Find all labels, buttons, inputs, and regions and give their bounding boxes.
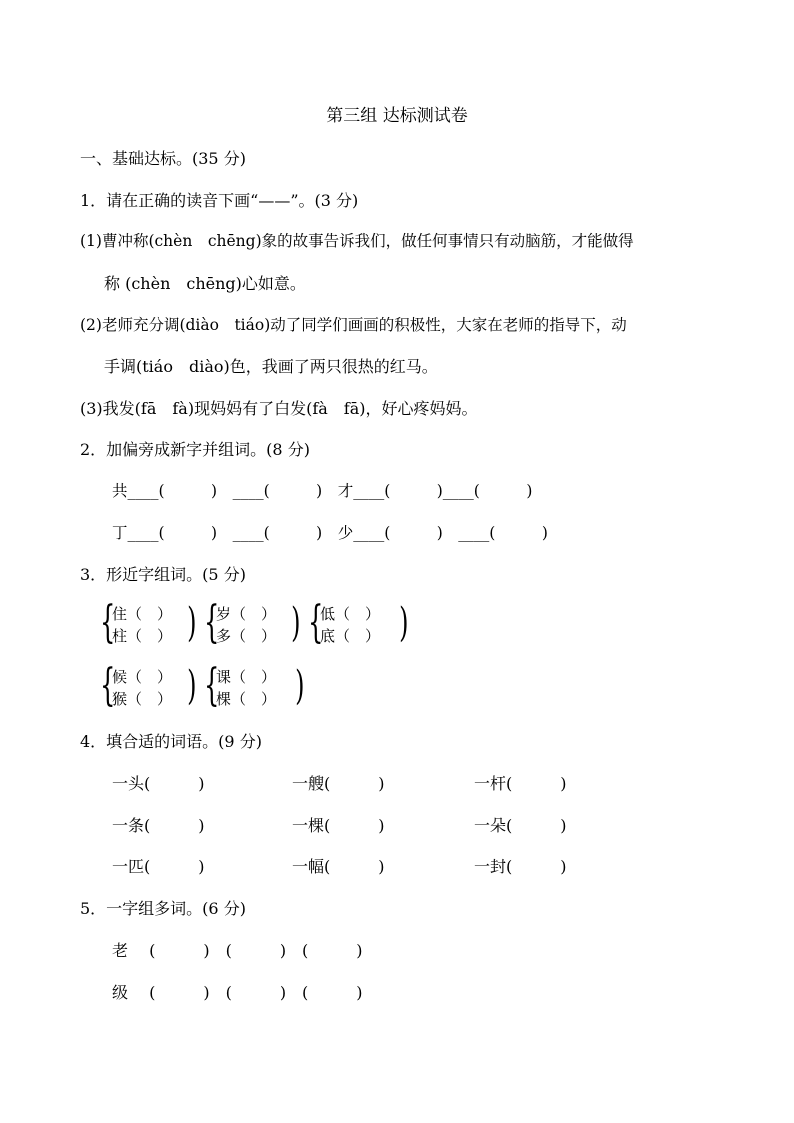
q1-line-1a: (1)曹冲称(chèn chēng)象的故事告诉我们，做任何事情只有动脑筋，才能做得 bbox=[80, 232, 634, 250]
brace-left-icon: { bbox=[308, 597, 324, 648]
q3-pair-bottom: 猴（ ） bbox=[112, 690, 173, 708]
q4-cell: 一杆( ) bbox=[474, 774, 567, 793]
q3-pair-bottom: 多（ ） bbox=[216, 627, 277, 645]
section-heading: 一、基础达标。(35 分) bbox=[80, 149, 246, 168]
q2-row-1: 共____( ) ____( ) 才____( )____( ) bbox=[112, 482, 533, 500]
paren-right-icon: ) bbox=[291, 600, 301, 646]
question-1-label: 1．请在正确的读音下画“——”。(3 分) bbox=[80, 191, 359, 210]
q3-pair-top: 岁（ ） bbox=[216, 605, 277, 623]
question-3-label: 3．形近字组词。(5 分) bbox=[80, 565, 246, 584]
q4-cell: 一艘( ) bbox=[292, 774, 385, 793]
brace-left-icon: { bbox=[100, 597, 116, 648]
q3-pair-top: 课（ ） bbox=[216, 668, 277, 686]
q4-cell: 一头( ) bbox=[112, 774, 205, 793]
paren-right-icon: ) bbox=[399, 600, 409, 646]
paren-right-icon: ) bbox=[187, 600, 197, 646]
brace-left-icon: { bbox=[100, 660, 116, 711]
paren-right-icon: ) bbox=[187, 663, 197, 709]
q3-pair-bottom: 棵（ ） bbox=[216, 690, 277, 708]
q3-pair-group bbox=[308, 597, 412, 649]
q3-pair-top: 低（ ） bbox=[320, 605, 381, 623]
q4-cell: 一匹( ) bbox=[112, 857, 205, 876]
q3-pair-group bbox=[100, 597, 200, 649]
question-5-label: 5．一字组多词。(6 分) bbox=[80, 899, 246, 918]
q4-cell: 一朵( ) bbox=[474, 816, 567, 835]
q3-pair-group bbox=[204, 597, 304, 649]
q3-pair-top: 候（ ） bbox=[112, 668, 173, 686]
q5-row: 老 ( ) ( ) ( ) bbox=[112, 941, 363, 960]
q4-cell: 一条( ) bbox=[112, 816, 205, 835]
q5-row: 级 ( ) ( ) ( ) bbox=[112, 983, 363, 1002]
paren-right-icon: ) bbox=[295, 663, 305, 709]
brace-left-icon: { bbox=[204, 597, 220, 648]
question-4-label: 4．填合适的词语。(9 分) bbox=[80, 732, 262, 751]
q3-pair-top: 住（ ） bbox=[112, 605, 173, 623]
question-2-label: 2．加偏旁成新字并组词。(8 分) bbox=[80, 440, 310, 459]
q3-pair-bottom: 底（ ） bbox=[320, 627, 381, 645]
q3-pair-group bbox=[204, 660, 308, 712]
q3-pair-bottom: 柱（ ） bbox=[112, 627, 173, 645]
q3-pair-group bbox=[100, 660, 200, 712]
q4-cell: 一幅( ) bbox=[292, 857, 385, 876]
q1-line-3: (3)我发(fā fà)现妈妈有了白发(fà fā)，好心疼妈妈。 bbox=[80, 399, 478, 418]
page-title: 第三组 达标测试卷 bbox=[326, 106, 468, 126]
q2-row-2: 丁____( ) ____( ) 少____( ) ____( ) bbox=[112, 524, 548, 542]
q4-cell: 一封( ) bbox=[474, 857, 567, 876]
q1-line-1b: 称 (chèn chēng)心如意。 bbox=[104, 274, 306, 293]
q4-cell: 一棵( ) bbox=[292, 816, 385, 835]
q1-line-2b: 手调(tiáo diào)色，我画了两只很热的红马。 bbox=[104, 357, 438, 376]
q1-line-2a: (2)老师充分调(diào tiáo)动了同学们画画的积极性，大家在老师的指导下，动 bbox=[80, 316, 627, 334]
brace-left-icon: { bbox=[204, 660, 220, 711]
